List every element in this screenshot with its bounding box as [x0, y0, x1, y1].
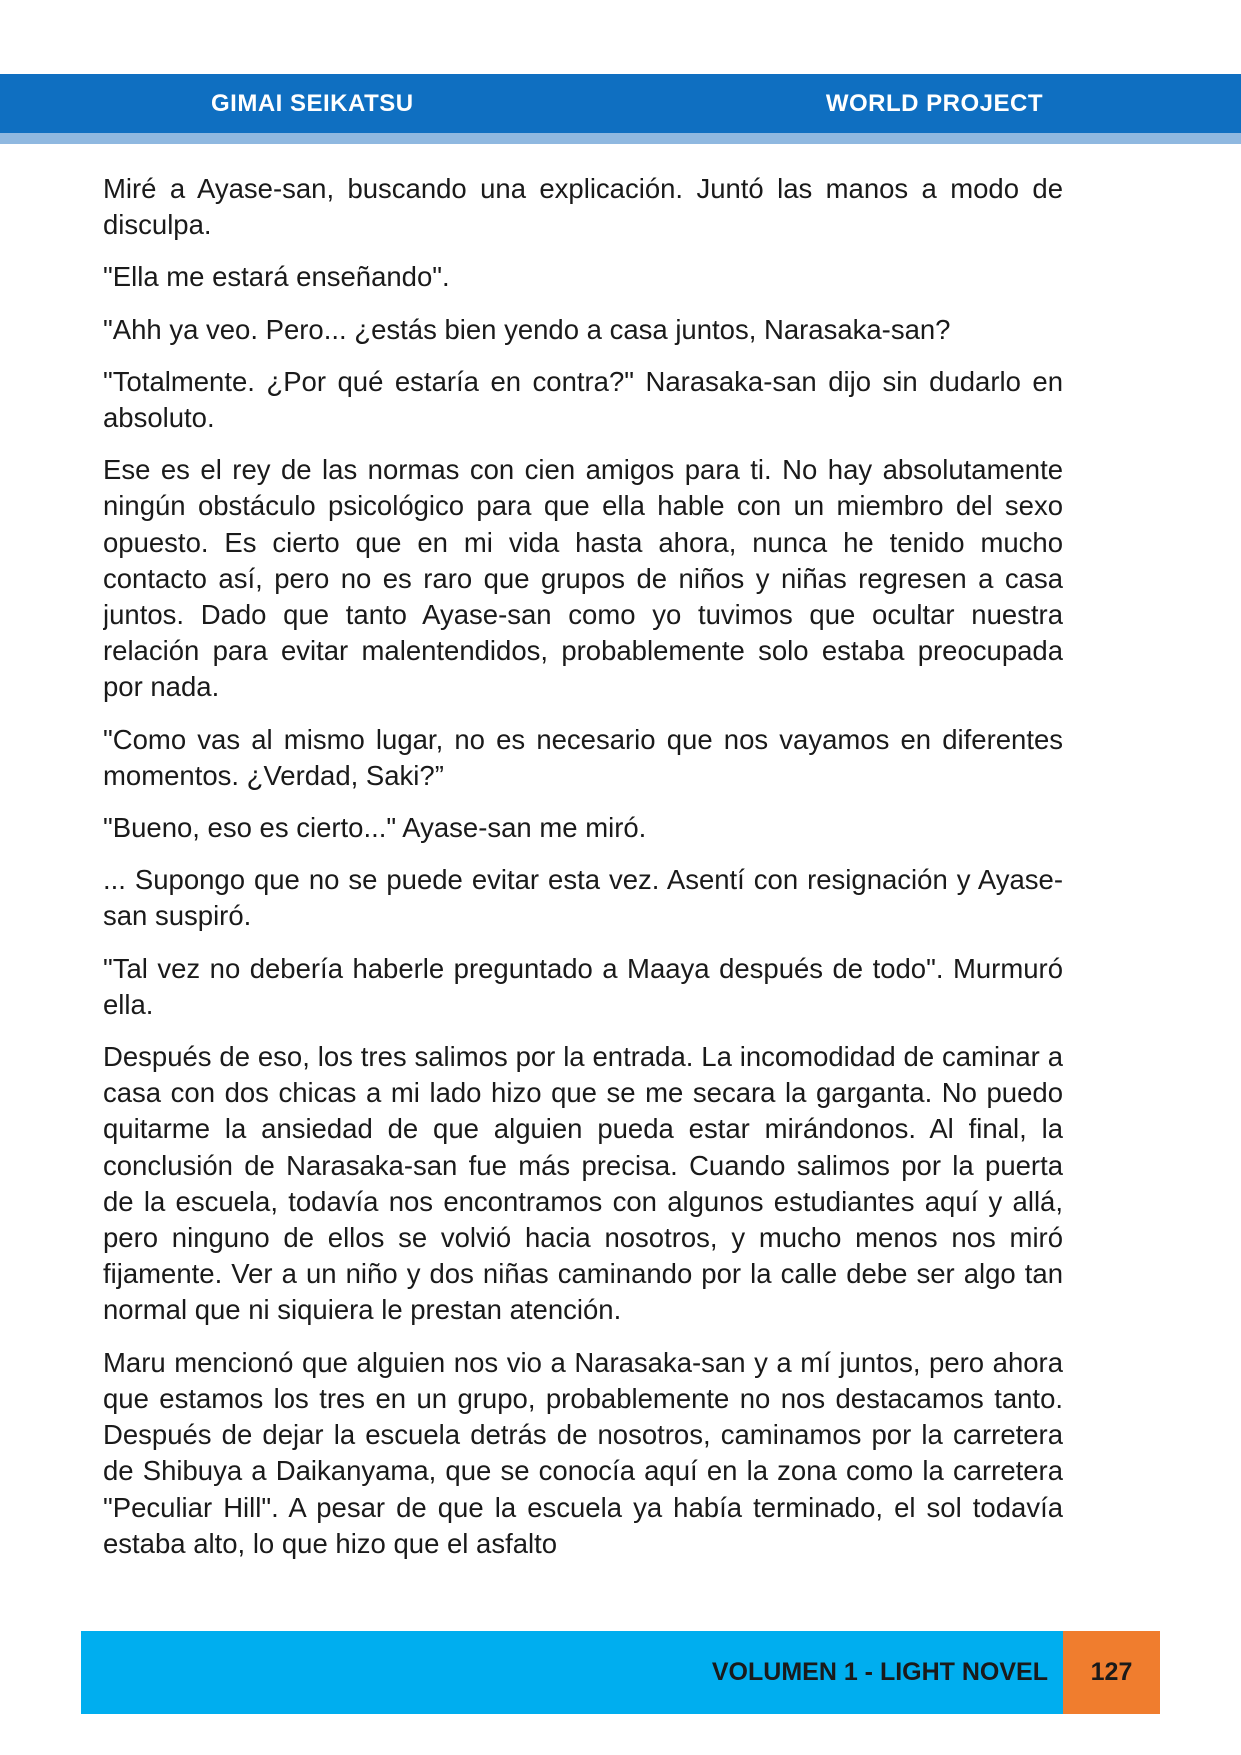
paragraph: "Tal vez no debería haberle preguntado a Maaya después de todo". Murmuró ella.: [103, 952, 1063, 1020]
paragraph: "Como vas al mismo lugar, no es necesario que nos vayamos en diferentes momentos. ¿Verdad, Saki?”: [103, 723, 1063, 791]
header-left-title: GIMAI SEIKATSU: [211, 90, 414, 117]
header-right-title: WORLD PROJECT: [825, 90, 1043, 117]
footer-volume-label: VOLUMEN 1 - LIGHT NOVEL: [711, 1658, 1048, 1686]
paragraph: "Ahh ya veo. Pero... ¿estás bien yendo a casa juntos, Narasaka-san?: [103, 313, 951, 345]
paragraph: Después de eso, los tres salimos por la entrada. La incomodidad de caminar a casa con dos chicas a mi lado hizo que se me secara la garganta. No puedo quitarme la ansiedad de que alguien pueda estar mirándonos. Al final, la conclusión de Narasaka-san fue más precisa. Cuando salimos por la puerta de la escuela, todavía nos encontramos con algunos estudiantes aquí y allá, pero ninguno de ellos se volvió hacia nosotros, y mucho menos nos miró fijamente. Ver a un niño y dos niñas caminando por la calle debe ser algo tan normal que ni siquiera le prestan atención.: [103, 1041, 1063, 1326]
paragraph: Maru mencionó que alguien nos vio a Narasaka-san y a mí juntos, pero ahora que estamos los tres en un grupo, probablemente no nos destacamos tanto. Después de dejar la escuela detrás de nosotros, caminamos por la carretera de Shibuya a Daikanyama, que se conocía aquí en la zona como la carretera "Peculiar Hill". A pesar de que la escuela ya había terminado, el sol todavía estaba alto, lo que hizo que el asfalto: [103, 1346, 1063, 1559]
paragraph: Ese es el rey de las normas con cien amigos para ti. No hay absolutamente ningún obstáculo psicológico para que ella hable con un miembro del sexo opuesto. Es cierto que en mi vida hasta ahora, nunca he tenido mucho contacto así, pero no es raro que grupos de niños y niñas regresen a casa juntos. Dado que tanto Ayase-san como yo tuvimos que ocultar nuestra relación para evitar malentendidos, probablemente solo estaba preocupada por nada.: [103, 454, 1063, 703]
paragraph: "Bueno, eso es cierto..." Ayase-san me miró.: [103, 812, 647, 844]
paragraph: ... Supongo que no se puede evitar esta vez. Asentí con resignación y Ayase-san suspiró.: [103, 864, 1063, 932]
paragraph: "Ella me estará enseñando".: [103, 261, 450, 293]
paragraph: Miré a Ayase-san, buscando una explicación. Juntó las manos a modo de disculpa.: [103, 173, 1063, 241]
page-body: [103, 171, 1063, 1571]
header-bar: [0, 74, 1241, 133]
header-shadow: [0, 133, 1241, 144]
page-number: 127: [1063, 1631, 1160, 1714]
paragraph: "Totalmente. ¿Por qué estaría en contra?" Narasaka-san dijo sin dudarlo en absoluto.: [103, 365, 1063, 434]
